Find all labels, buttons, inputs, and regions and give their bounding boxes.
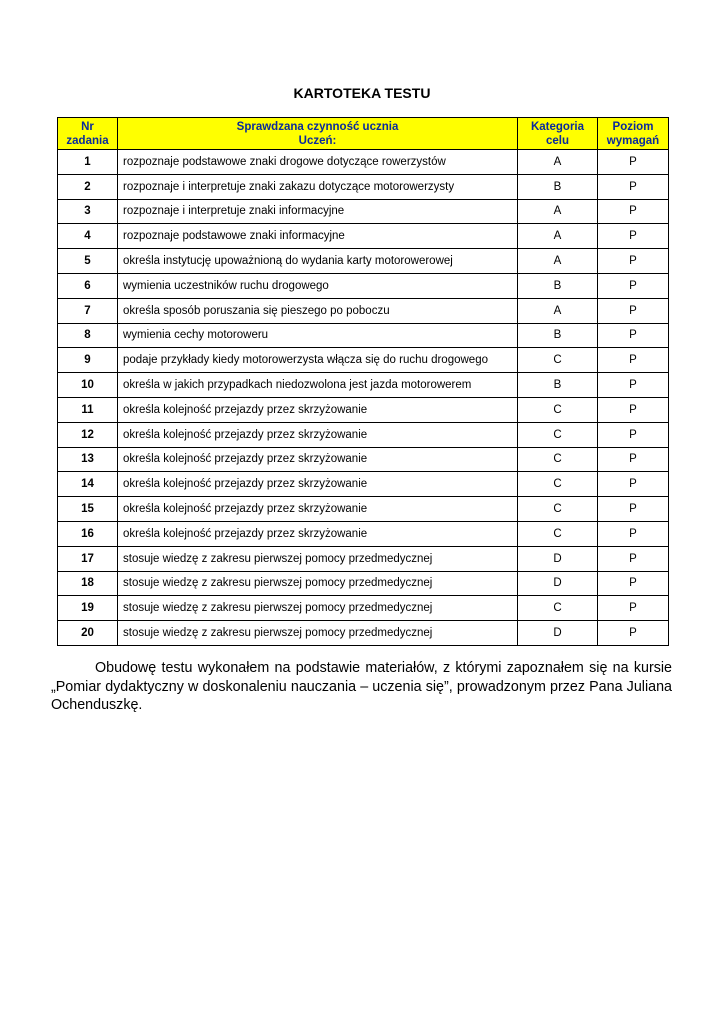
activity-cell: rozpoznaje i interpretuje znaki zakazu dotyczące motorowerzysty (118, 174, 518, 199)
table-row (58, 397, 669, 422)
category-cell: D (518, 546, 598, 571)
task-number-cell: 12 (58, 422, 118, 447)
table-row (58, 546, 669, 571)
task-number-cell: 17 (58, 546, 118, 571)
category-cell: C (518, 422, 598, 447)
category-cell: D (518, 571, 598, 596)
table-row (58, 224, 669, 249)
activity-cell: podaje przykłady kiedy motorowerzysta włącza się do ruchu drogowego (118, 348, 518, 373)
activity-cell: wymienia uczestników ruchu drogowego (118, 273, 518, 298)
header-task-number-line2: zadania (66, 134, 109, 147)
header-level (598, 118, 669, 150)
table-row (58, 150, 669, 175)
activity-cell: stosuje wiedzę z zakresu pierwszej pomocy przedmedycznej (118, 621, 518, 646)
header-category-line2: celu (545, 134, 569, 147)
task-number-cell: 6 (58, 273, 118, 298)
table-row (58, 472, 669, 497)
header-level-line1: Poziom (612, 120, 654, 133)
task-number-cell: 10 (58, 373, 118, 398)
activity-cell: wymienia cechy motoroweru (118, 323, 518, 348)
task-number-cell: 14 (58, 472, 118, 497)
table-row (58, 596, 669, 621)
header-activity (118, 118, 518, 150)
table-header-row (58, 118, 669, 150)
footer-paragraph: Obudowę testu wykonałem na podstawie materiałów, z którymi zapoznałem się na kursie „Pomiar dydaktyczny w doskonaleniu nauczania – uczenia się”, prowadzonym przez Pana Juliana Ochenduszkę. (51, 660, 672, 713)
task-number-cell: 11 (58, 397, 118, 422)
level-cell: P (598, 596, 669, 621)
activity-cell: określa kolejność przejazdy przez skrzyżowanie (118, 521, 518, 546)
header-activity-line2: Uczeń: (298, 134, 337, 147)
table-row (58, 571, 669, 596)
table-row (58, 348, 669, 373)
activity-cell: stosuje wiedzę z zakresu pierwszej pomocy przedmedycznej (118, 596, 518, 621)
level-cell: P (598, 373, 669, 398)
task-number-cell: 16 (58, 521, 118, 546)
activity-cell: określa kolejność przejazdy przez skrzyżowanie (118, 422, 518, 447)
category-cell: C (518, 596, 598, 621)
table-row (58, 298, 669, 323)
table-row (58, 521, 669, 546)
level-cell: P (598, 298, 669, 323)
table-row (58, 373, 669, 398)
task-number-cell: 13 (58, 447, 118, 472)
header-task-number-line1: Nr (81, 120, 94, 133)
task-number-cell: 4 (58, 224, 118, 249)
table-row (58, 422, 669, 447)
level-cell: P (598, 397, 669, 422)
table-row (58, 199, 669, 224)
activity-cell: stosuje wiedzę z zakresu pierwszej pomocy przedmedycznej (118, 546, 518, 571)
category-cell: B (518, 373, 598, 398)
level-cell: P (598, 199, 669, 224)
category-cell: C (518, 497, 598, 522)
category-cell: A (518, 249, 598, 274)
level-cell: P (598, 348, 669, 373)
category-cell: A (518, 298, 598, 323)
activity-cell: określa kolejność przejazdy przez skrzyżowanie (118, 472, 518, 497)
level-cell: P (598, 174, 669, 199)
category-cell: C (518, 521, 598, 546)
header-category (518, 118, 598, 150)
activity-cell: określa kolejność przejazdy przez skrzyżowanie (118, 447, 518, 472)
level-cell: P (598, 497, 669, 522)
level-cell: P (598, 224, 669, 249)
table-body (58, 150, 669, 646)
category-cell: A (518, 199, 598, 224)
level-cell: P (598, 422, 669, 447)
category-cell: B (518, 273, 598, 298)
category-cell: D (518, 621, 598, 646)
category-cell: C (518, 397, 598, 422)
activity-cell: rozpoznaje podstawowe znaki drogowe dotyczące rowerzystów (118, 150, 518, 175)
task-number-cell: 5 (58, 249, 118, 274)
category-cell: A (518, 150, 598, 175)
category-cell: B (518, 323, 598, 348)
activity-cell: rozpoznaje i interpretuje znaki informacyjne (118, 199, 518, 224)
level-cell: P (598, 472, 669, 497)
activity-cell: określa sposób poruszania się pieszego po poboczu (118, 298, 518, 323)
category-cell: C (518, 447, 598, 472)
activity-cell: określa w jakich przypadkach niedozwolona jest jazda motorowerem (118, 373, 518, 398)
task-number-cell: 19 (58, 596, 118, 621)
table-row (58, 249, 669, 274)
activity-cell: określa kolejność przejazdy przez skrzyżowanie (118, 497, 518, 522)
header-level-line2: wymagań (606, 134, 660, 147)
header-category-line1: Kategoria (530, 120, 585, 133)
level-cell: P (598, 447, 669, 472)
task-number-cell: 20 (58, 621, 118, 646)
table-row (58, 621, 669, 646)
task-number-cell: 8 (58, 323, 118, 348)
category-cell: B (518, 174, 598, 199)
header-task-number (58, 118, 118, 150)
level-cell: P (598, 150, 669, 175)
task-number-cell: 9 (58, 348, 118, 373)
task-number-cell: 3 (58, 199, 118, 224)
level-cell: P (598, 546, 669, 571)
category-cell: C (518, 472, 598, 497)
table-row (58, 323, 669, 348)
task-number-cell: 15 (58, 497, 118, 522)
task-number-cell: 2 (58, 174, 118, 199)
level-cell: P (598, 621, 669, 646)
category-cell: C (518, 348, 598, 373)
task-number-cell: 7 (58, 298, 118, 323)
activity-cell: stosuje wiedzę z zakresu pierwszej pomocy przedmedycznej (118, 571, 518, 596)
level-cell: P (598, 249, 669, 274)
category-cell: A (518, 224, 598, 249)
test-card-table (57, 117, 669, 646)
table-row (58, 174, 669, 199)
table-row (58, 447, 669, 472)
header-activity-line1: Sprawdzana czynność ucznia (236, 120, 399, 133)
table-row (58, 273, 669, 298)
activity-cell: rozpoznaje podstawowe znaki informacyjne (118, 224, 518, 249)
level-cell: P (598, 273, 669, 298)
table-row (58, 497, 669, 522)
level-cell: P (598, 521, 669, 546)
level-cell: P (598, 571, 669, 596)
task-number-cell: 18 (58, 571, 118, 596)
page-title: KARTOTEKA TESTU (293, 85, 431, 101)
activity-cell: określa kolejność przejazdy przez skrzyżowanie (118, 397, 518, 422)
activity-cell: określa instytucję upoważnioną do wydania karty motorowerowej (118, 249, 518, 274)
task-number-cell: 1 (58, 150, 118, 175)
level-cell: P (598, 323, 669, 348)
